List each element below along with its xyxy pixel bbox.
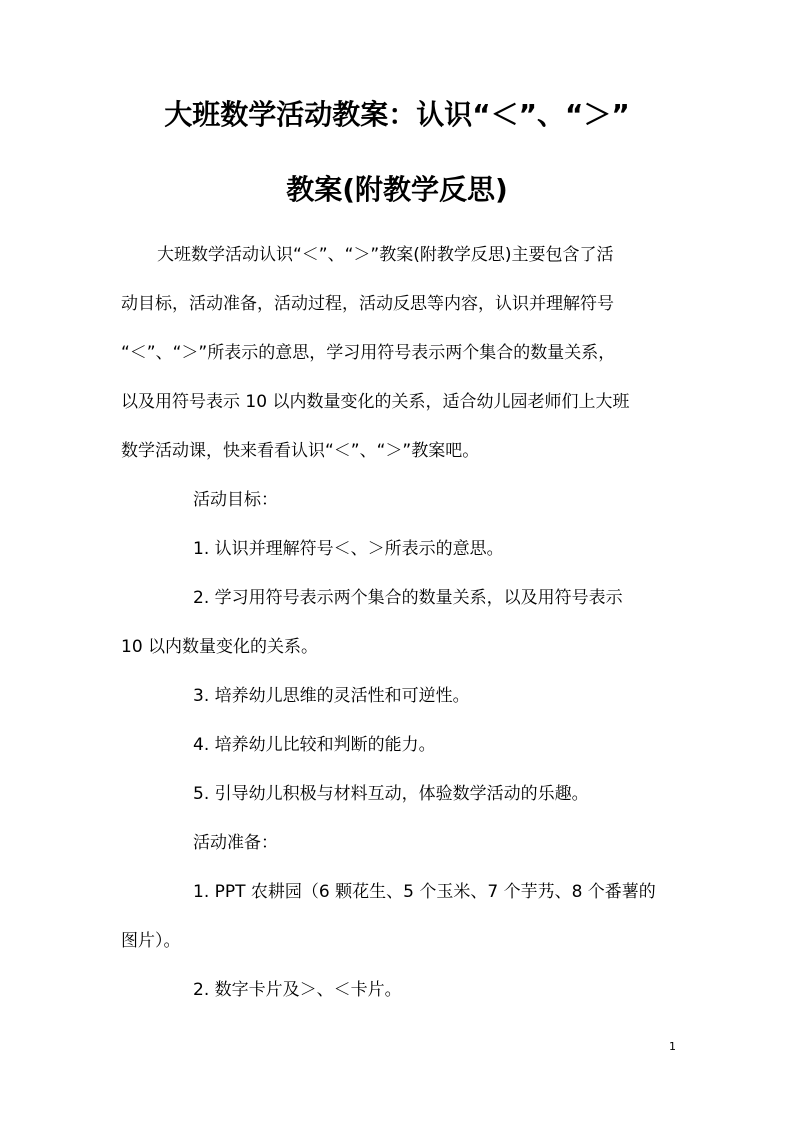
- prep-item-2: 2. 数字卡片及＞、＜卡片。: [193, 980, 402, 1000]
- goal-item-2-continued: 10 以内数量变化的关系。: [121, 637, 319, 657]
- goal-item-1: 1. 认识并理解符号＜、＞所表示的意思。: [193, 539, 504, 559]
- goals-heading: 活动目标：: [193, 490, 278, 510]
- intro-line: 以及用符号表示 10 以内数量变化的关系，适合幼儿园老师们上大班: [121, 392, 630, 412]
- prep-heading: 活动准备：: [193, 833, 278, 853]
- intro-line: 大班数学活动认识“＜”、“＞”教案(附教学反思)主要包含了活: [157, 245, 614, 265]
- goal-item-5: 5. 引导幼儿积极与材料互动，体验数学活动的乐趣。: [193, 784, 589, 804]
- intro-line: 数学活动课，快来看看认识“＜”、“＞”教案吧。: [121, 441, 480, 461]
- prep-item-1: 1. PPT 农耕园（6 颗花生、5 个玉米、7 个芋艿、8 个番薯的: [193, 882, 656, 902]
- page-number: 1: [669, 1040, 676, 1053]
- goal-item-3: 3. 培养幼儿思维的灵活性和可逆性。: [193, 686, 470, 706]
- document-title-line-2: 教案(附教学反思): [286, 173, 508, 206]
- intro-line: 动目标，活动准备，活动过程，活动反思等内容，认识并理解符号: [121, 294, 614, 314]
- goal-item-4: 4. 培养幼儿比较和判断的能力。: [193, 735, 436, 755]
- intro-line: “＜”、“＞”所表示的意思，学习用符号表示两个集合的数量关系，: [121, 343, 616, 363]
- prep-item-1-continued: 图片）。: [121, 931, 181, 951]
- goal-item-2: 2. 学习用符号表示两个集合的数量关系，以及用符号表示: [193, 588, 623, 608]
- document-title-line-1: 大班数学活动教案：认识“＜”、“＞”: [164, 98, 630, 131]
